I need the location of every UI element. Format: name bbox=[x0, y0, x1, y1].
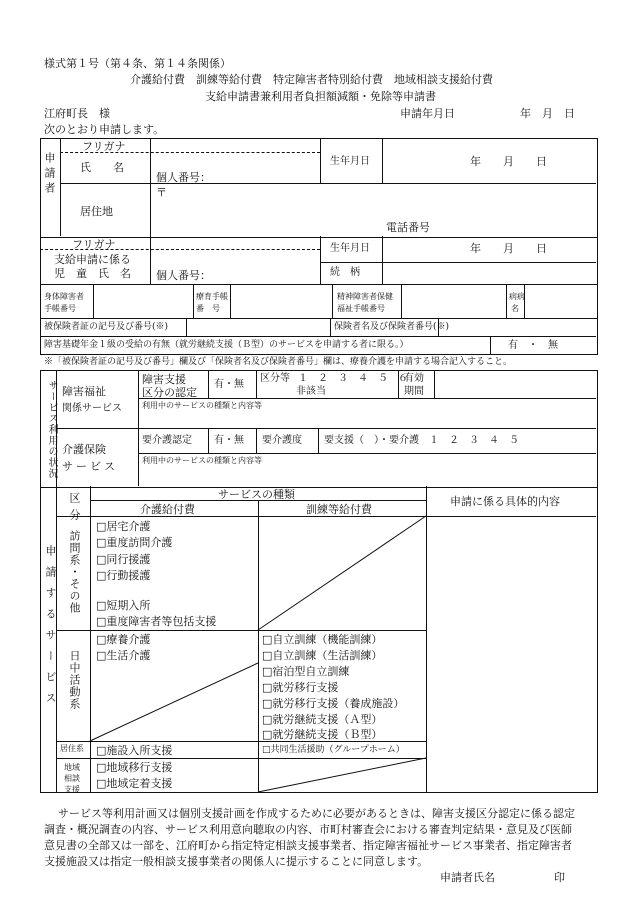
welfare-service-label: 障害福祉 bbox=[62, 385, 106, 398]
service-status-section-label: サービス利用の状況 bbox=[46, 380, 57, 479]
signer-field[interactable] bbox=[500, 868, 548, 884]
checkbox-employment-transition[interactable]: □就労移行支援 bbox=[262, 681, 339, 694]
child-relation-label: 続 柄 bbox=[330, 267, 360, 278]
pension-label: 障害基礎年金１級の受給の有無（就労継続支援（Ｂ型）のサービスを申請する者に限る。） bbox=[44, 340, 409, 350]
signer-label: 申請者氏名 bbox=[440, 871, 495, 884]
valid-period-label-2: 期間 bbox=[404, 386, 424, 397]
group-visit-label: 訪問系・その他 bbox=[68, 530, 81, 614]
intro-text: 次のとおり申請します。 bbox=[44, 123, 165, 136]
support-cert-label: 障害支援 bbox=[142, 373, 186, 386]
checkbox-medical-care[interactable]: □療養介護 bbox=[96, 633, 151, 646]
category-nums[interactable]: １ ２ ３ ４ ５ ６ bbox=[298, 373, 408, 384]
checkbox-comprehensive-support[interactable]: □重度障害者等包括支援 bbox=[96, 615, 217, 628]
checkbox-home-care[interactable]: □居宅介護 bbox=[96, 520, 151, 533]
mental-handbook-label: 精神障害者保健 bbox=[337, 292, 393, 301]
checkbox-short-stay[interactable]: □短期入所 bbox=[96, 599, 151, 612]
applicant-birth-label: 生年月日 bbox=[330, 156, 370, 167]
checkbox-life-care[interactable]: □生活介護 bbox=[96, 649, 151, 662]
col-category-label: 区分 bbox=[68, 492, 81, 526]
form-number: 様式第１号（第４条、第１４条関係） bbox=[44, 57, 231, 70]
insurance-note: ※「被保険者証の記号及び番号」欄及び「保険者名及び保険者番号」欄は、療養介護を申請する場合記入すること。 bbox=[44, 357, 513, 367]
checkbox-life-training[interactable]: □自立訓練（生活訓練） bbox=[262, 649, 383, 662]
child-birth-label: 生年月日 bbox=[330, 243, 370, 254]
consent-line-4: 支援施設又は指定一般相談支援事業者の関係人に提示することに同意します。 bbox=[44, 855, 429, 868]
consent-line-3: 意見書の全部又は一部を、江府町から指定特定相談支援事業者、指定障害福祉サービス事業者、指定障害者 bbox=[44, 839, 572, 852]
group-day-label: 日中活動系 bbox=[68, 650, 81, 710]
form-title-line2: 支給申請書兼利用者負担額減額・免除等申請書 bbox=[205, 90, 436, 103]
col-service-type-label: サービスの種類 bbox=[218, 488, 295, 501]
checkbox-employment-transition-school[interactable]: □就労移行支援（養成施設） bbox=[262, 697, 405, 710]
details-field[interactable] bbox=[428, 518, 594, 790]
postal-mark: 〒 bbox=[156, 186, 167, 199]
disease-label: 病病 bbox=[509, 292, 525, 301]
child-name-label-1: 支給申請に係る bbox=[54, 253, 131, 266]
child-birth-field[interactable]: 年 月 日 bbox=[470, 242, 547, 255]
child-name-label-2: 児 童 氏 名 bbox=[54, 267, 131, 280]
group-residence-label: 居住系 bbox=[60, 744, 84, 753]
welfare-in-use-note: 利用中のサービスの種類と内容等 bbox=[142, 401, 262, 410]
applicant-birth-field[interactable]: 年 月 日 bbox=[470, 155, 547, 168]
applicant-address-label: 居住地 bbox=[80, 205, 113, 218]
form-title-line1: 介護給付費 訓練等給付費 特定障害者特別給付費 地域相談支援給付費 bbox=[130, 73, 493, 86]
group-regional-label: 地域 bbox=[64, 763, 80, 772]
applicant-individual-number[interactable]: 個人番号： bbox=[156, 171, 211, 184]
checkbox-continued-employment-b[interactable]: □就労継続支援（Ｂ型） bbox=[262, 728, 383, 741]
checkbox-facility-admission[interactable]: □施設入所支援 bbox=[96, 744, 173, 757]
consent-line-2: 調査・概況調査の内容、サービス利用意向聴取の内容、市町村審査会における審査判定結果・意見及び医師 bbox=[44, 823, 572, 836]
care-in-use-note: 利用中のサービスの種類と内容等 bbox=[142, 456, 262, 465]
applicant-furigana-label: フリガナ bbox=[82, 140, 126, 153]
checkbox-continued-employment-a[interactable]: □就労継続支援（Ａ型） bbox=[262, 713, 383, 726]
care-cert-yes-no[interactable]: 有・無 bbox=[214, 435, 244, 446]
insurance-card-label: 被保険者証の記号及び番号(※) bbox=[44, 322, 169, 332]
rehab-handbook-label-2: 番 号 bbox=[196, 304, 220, 313]
application-date-label: 申請年月日 bbox=[400, 107, 455, 120]
care-level-value[interactable]: 要支援（ ）・要介護 １ ２ ３ ４ ５ bbox=[324, 435, 519, 446]
care-insurance-label: 介護保険 bbox=[62, 443, 106, 456]
checkbox-regional-transition[interactable]: □地域移行支援 bbox=[96, 761, 173, 774]
welfare-service-label-2: 関係サービス bbox=[62, 403, 122, 414]
care-cert-label: 要介護認定 bbox=[142, 435, 192, 446]
checkbox-behavior-support[interactable]: □行動援護 bbox=[96, 569, 151, 582]
care-level-label: 要介護度 bbox=[262, 435, 302, 446]
checkbox-group-home[interactable]: □共同生活援助（グループホーム） bbox=[262, 745, 405, 755]
group-regional-label-3: 支援 bbox=[64, 785, 80, 794]
not-applicable[interactable]: 非該当 bbox=[296, 386, 326, 397]
rehab-handbook-label: 療育手帳 bbox=[196, 292, 228, 301]
pension-choice[interactable]: 有 ・ 無 bbox=[508, 340, 558, 351]
checkbox-accompany-support[interactable]: □同行援護 bbox=[96, 553, 151, 566]
support-cert-yes-no[interactable]: 有・無 bbox=[214, 379, 244, 390]
physical-handbook-label: 身体障害者 bbox=[44, 292, 84, 301]
disease-label-2: 名 bbox=[511, 304, 519, 313]
mental-handbook-label-2: 福祉手帳番号 bbox=[337, 304, 385, 313]
col-training-label: 訓練等給付費 bbox=[306, 503, 372, 516]
child-furigana-label: フリガナ bbox=[72, 238, 116, 251]
physical-handbook-label-2: 手帳番号 bbox=[44, 304, 76, 313]
support-cert-label-2: 区分の認定 bbox=[142, 386, 197, 399]
checkbox-residential-training[interactable]: □宿泊型自立訓練 bbox=[262, 665, 350, 678]
category-label: 区分等 bbox=[260, 373, 290, 384]
applicant-name-label: 氏 名 bbox=[80, 161, 124, 174]
addressee: 江府町長 様 bbox=[44, 107, 110, 120]
child-individual-number[interactable]: 個人番号： bbox=[156, 269, 211, 282]
application-services-section-label: 申請するサービス bbox=[44, 545, 57, 713]
valid-period-label: 有効 bbox=[404, 373, 424, 384]
seal-mark: 印 bbox=[554, 871, 565, 884]
checkbox-regional-settlement[interactable]: □地域定着支援 bbox=[96, 777, 173, 790]
col-care-label: 介護給付費 bbox=[140, 503, 195, 516]
col-details-label: 申請に係る具体的内容 bbox=[450, 495, 560, 508]
care-insurance-label-2: サービス bbox=[62, 460, 118, 473]
consent-line-1: サービス等利用計画又は個別支援計画を作成するために必要があるときは、障害支援区分認定に係る認定 bbox=[58, 807, 575, 820]
group-regional-label-2: 相談 bbox=[64, 774, 80, 783]
checkbox-functional-training[interactable]: □自立訓練（機能訓練） bbox=[262, 633, 383, 646]
insurer-label: 保険者名及び保険者番号(※) bbox=[334, 322, 450, 332]
application-date-field[interactable]: 年 月 日 bbox=[520, 107, 575, 120]
applicant-phone-label[interactable]: 電話番号 bbox=[386, 221, 430, 234]
applicant-section-label: 申請者 bbox=[43, 152, 56, 197]
checkbox-severe-visit-care[interactable]: □重度訪問介護 bbox=[96, 536, 173, 549]
